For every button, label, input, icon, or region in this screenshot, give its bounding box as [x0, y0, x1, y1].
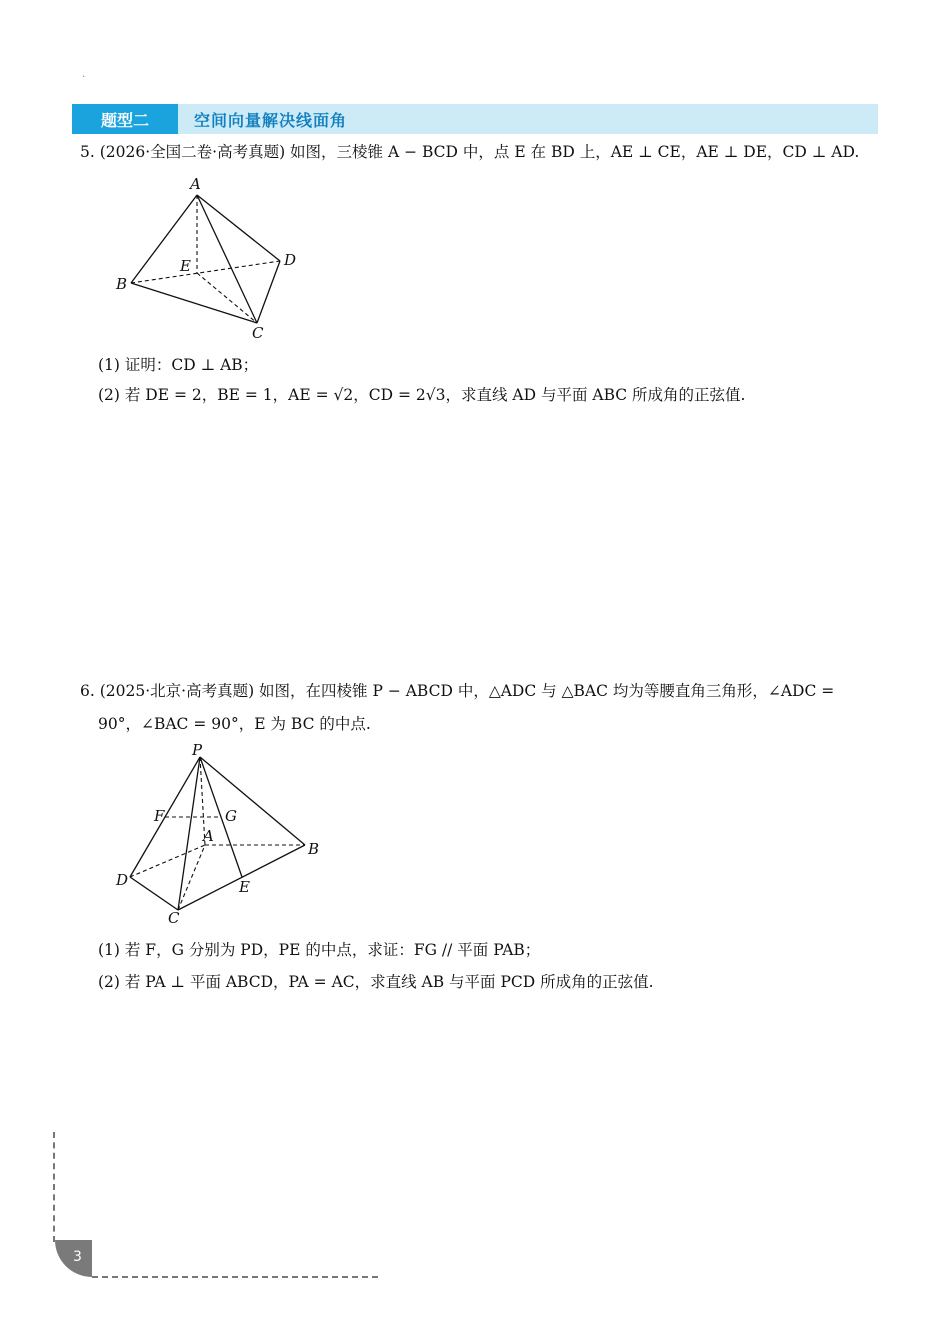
label-a: A	[203, 827, 214, 845]
edge-ad	[197, 195, 280, 261]
edge-ac	[197, 195, 257, 323]
section-tag: 题型二	[72, 104, 178, 134]
q5-part1: (1) 证明：CD ⊥ AB；	[98, 356, 259, 374]
edge-pc	[178, 757, 200, 910]
section-header	[72, 104, 878, 134]
page-number: 3	[73, 1248, 82, 1265]
label-c: C	[168, 909, 180, 927]
page-number-tab	[55, 1240, 92, 1277]
edge-da-hidden	[130, 845, 205, 877]
margin-dot: ·	[82, 72, 86, 83]
label-d: D	[284, 251, 297, 269]
label-g: G	[225, 807, 237, 825]
q6-stem-line2: 90°，∠BAC = 90°，E 为 BC 的中点.	[98, 715, 371, 733]
q6-stem-line1: 6. (2025·北京·高考真题) 如图，在四棱锥 P − ABCD 中，△ADC 与 △BAC 均为等腰直角三角形，∠ADC =	[80, 682, 835, 700]
edge-bc	[131, 283, 257, 323]
margin-dashed-horizontal	[92, 1276, 378, 1278]
section-title: 空间向量解决线面角	[194, 110, 348, 130]
label-e: E	[239, 878, 250, 896]
margin-dashed-vertical	[53, 1132, 55, 1242]
label-e: E	[180, 257, 191, 275]
label-d: D	[116, 871, 129, 889]
q6-part1: (1) 若 F，G 分别为 PD，PE 的中点，求证：FG // 平面 PAB；	[98, 941, 541, 959]
q5-tetrahedron-figure	[110, 170, 320, 345]
label-f: F	[154, 807, 165, 825]
label-b: B	[308, 840, 320, 858]
edge-cd	[257, 261, 280, 323]
label-p: P	[192, 741, 203, 759]
q5-part2: (2) 若 DE = 2，BE = 1，AE = √2，CD = 2√3，求直线 AD 与平面 ABC 所成角的正弦值.	[98, 386, 746, 404]
label-b: B	[116, 275, 128, 293]
edge-dc	[130, 877, 178, 910]
q5-stem: 5. (2026·全国二卷·高考真题) 如图，三棱锥 A − BCD 中，点 E 在 BD 上，AE ⊥ CE，AE ⊥ DE，CD ⊥ AD.	[80, 143, 860, 161]
q6-part2: (2) 若 PA ⊥ 平面 ABCD，PA = AC，求直线 AB 与平面 PCD 所成角的正弦值.	[98, 973, 654, 991]
label-c: C	[252, 324, 264, 342]
edge-ec-hidden	[197, 273, 257, 323]
q6-pyramid-figure	[110, 742, 330, 927]
label-a: A	[190, 175, 201, 193]
